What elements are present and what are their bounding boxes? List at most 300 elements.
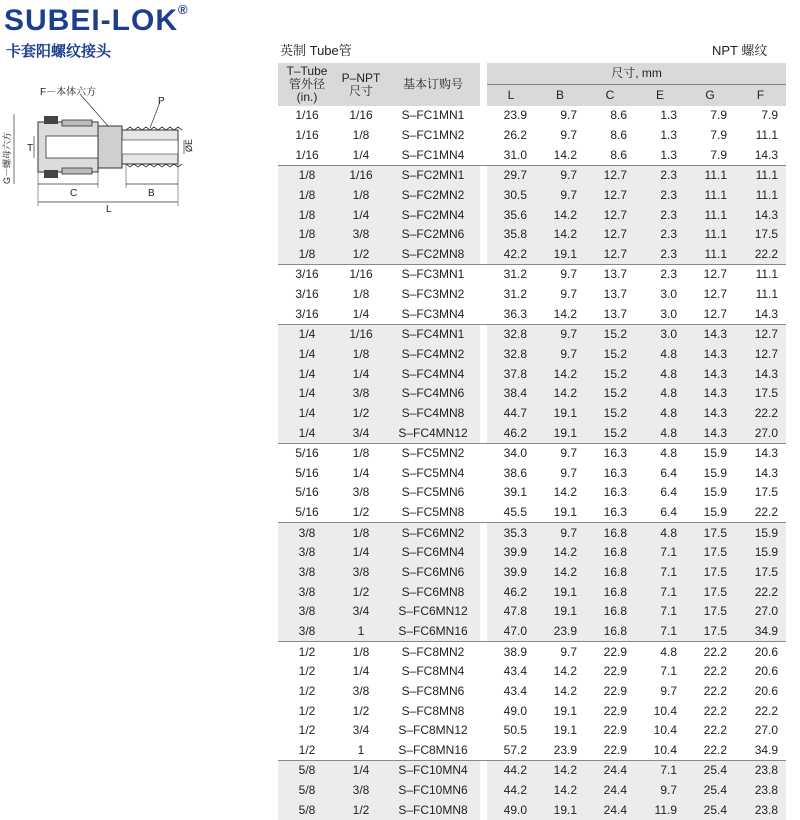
cell-part: S–FC8MN16 (398, 742, 468, 757)
cell-gap (480, 721, 487, 741)
cell-tube: 5/16 (295, 505, 319, 520)
cell-part: S–FC6MN6 (386, 563, 480, 583)
cell-gap (480, 345, 487, 365)
cell-part: S–FC8MN6 (401, 683, 465, 698)
cell-c: 16.8 (585, 523, 635, 543)
spec-table-body (278, 106, 786, 820)
cell-tube: 1/2 (298, 664, 316, 679)
cell-g: 11.1 (685, 205, 735, 225)
cell-c: 15.2 (585, 325, 635, 345)
table-row (278, 285, 786, 305)
col-header-part: 基本订购号 (386, 63, 480, 106)
cell-part: S–FC2MN6 (386, 225, 480, 245)
thread-type-label: NPT 螺纹 (712, 43, 768, 58)
cell-l: 31.0 (503, 147, 527, 162)
cell-tube: 5/8 (278, 781, 336, 801)
table-row (278, 523, 786, 543)
cell-gap (480, 800, 487, 820)
col-header-c: C (585, 85, 635, 107)
cell-l: 43.4 (503, 683, 527, 698)
cell-f: 11.1 (755, 127, 779, 142)
table-row (278, 186, 786, 206)
table-row (278, 165, 786, 185)
cell-g: 7.9 (710, 108, 727, 123)
col-header-tube-line3: (in.) (296, 90, 318, 104)
cell-f: 34.9 (735, 622, 786, 642)
cell-f: 34.9 (754, 742, 779, 757)
cell-gap (480, 701, 487, 721)
table-row (278, 503, 786, 523)
cell-f: 15.9 (735, 543, 786, 563)
cell-e: 4.8 (635, 642, 685, 662)
cell-part: S–FC10MN6 (386, 781, 480, 801)
cell-b: 9.7 (535, 325, 585, 345)
cell-b: 9.7 (535, 165, 585, 185)
cell-f: 22.2 (735, 404, 786, 424)
cell-c: 12.7 (585, 244, 635, 264)
cell-b: 14.2 (535, 384, 585, 404)
cell-tube: 3/16 (295, 306, 319, 321)
cell-b: 14.2 (553, 485, 577, 500)
table-row (278, 106, 786, 126)
cell-f: 11.1 (735, 265, 786, 285)
cell-l: 45.5 (503, 505, 527, 520)
cell-tube: 1/16 (295, 127, 319, 142)
cell-f: 22.2 (735, 244, 786, 264)
cell-gap (480, 582, 487, 602)
cell-e: 2.3 (635, 225, 685, 245)
cell-f: 27.0 (735, 602, 786, 622)
cell-part: S–FC6MN12 (386, 602, 480, 622)
table-row (278, 325, 786, 345)
cell-f: 12.7 (735, 325, 786, 345)
cell-e: 10.4 (653, 723, 677, 738)
cell-b: 19.1 (553, 723, 577, 738)
cell-l: 35.6 (487, 205, 535, 225)
cell-tube: 1/2 (298, 723, 316, 738)
cell-npt: 1/8 (352, 127, 370, 142)
cell-part: S–FC6MN2 (386, 523, 480, 543)
cell-g: 14.3 (685, 404, 735, 424)
col-header-npt (336, 63, 386, 106)
cell-e: 6.4 (660, 485, 677, 500)
cell-tube: 5/8 (278, 800, 336, 820)
cell-gap (480, 384, 487, 404)
table-row (278, 543, 786, 563)
cell-npt: 3/8 (336, 563, 386, 583)
table-row (278, 304, 786, 324)
cell-c: 13.7 (603, 287, 627, 302)
cell-f: 14.3 (754, 147, 779, 162)
cell-part: S–FC3MN4 (401, 306, 465, 321)
registered-mark: ® (178, 2, 189, 17)
table-row (278, 244, 786, 264)
cell-e: 6.4 (660, 505, 677, 520)
cell-b: 9.7 (535, 186, 585, 206)
cell-tube: 3/8 (278, 602, 336, 622)
cell-c: 22.9 (603, 723, 627, 738)
cell-g: 17.5 (685, 602, 735, 622)
cell-e: 4.8 (635, 423, 685, 443)
cell-gap (480, 325, 487, 345)
cell-npt: 1/4 (336, 543, 386, 563)
cell-tube: 3/16 (295, 287, 319, 302)
col-gap (480, 63, 487, 106)
cell-l: 30.5 (487, 186, 535, 206)
cell-l: 44.7 (487, 404, 535, 424)
brand-logo (4, 4, 189, 38)
cell-tube: 1/8 (278, 205, 336, 225)
cell-part: S–FC2MN8 (386, 244, 480, 264)
cell-part: S–FC8MN4 (401, 664, 465, 679)
cell-l: 46.2 (487, 582, 535, 602)
cell-l: 39.9 (487, 543, 535, 563)
cell-e: 7.1 (635, 563, 685, 583)
cell-f: 23.8 (735, 781, 786, 801)
cell-f: 23.8 (735, 761, 786, 781)
cell-l: 47.8 (487, 602, 535, 622)
cell-part: S–FC6MN4 (386, 543, 480, 563)
cell-f: 17.5 (735, 384, 786, 404)
cell-npt: 1/2 (336, 244, 386, 264)
cell-b: 14.2 (535, 364, 585, 384)
cell-b: 9.7 (560, 465, 577, 480)
table-row (278, 464, 786, 484)
cell-npt: 1/8 (336, 642, 386, 662)
cell-tube: 1/2 (298, 703, 316, 718)
diagram-label-g: G－螺母六方 (2, 131, 12, 184)
table-row (278, 761, 786, 781)
cell-g: 14.3 (685, 364, 735, 384)
table-row (278, 384, 786, 404)
cell-b: 14.2 (535, 205, 585, 225)
diagram-label-e: ØE (184, 138, 194, 152)
cell-npt: 1/16 (336, 265, 386, 285)
cell-c: 13.7 (603, 306, 627, 321)
cell-c: 16.8 (585, 543, 635, 563)
cell-l: 46.2 (487, 423, 535, 443)
cell-gap (480, 523, 487, 543)
cell-b: 19.1 (535, 423, 585, 443)
cell-part: S–FC5MN6 (401, 485, 465, 500)
cell-l: 47.0 (487, 622, 535, 642)
cell-g: 17.5 (685, 563, 735, 583)
cell-gap (480, 443, 487, 463)
cell-g: 14.3 (685, 384, 735, 404)
cell-g: 22.2 (703, 742, 727, 757)
cell-part: S–FC4MN4 (386, 364, 480, 384)
cell-part: S–FC4MN8 (386, 404, 480, 424)
cell-g: 15.9 (703, 485, 727, 500)
cell-b: 14.2 (535, 781, 585, 801)
cell-tube: 1/4 (278, 325, 336, 345)
cell-g: 15.9 (685, 443, 735, 463)
cell-e: 10.4 (653, 703, 677, 718)
cell-gap (480, 761, 487, 781)
cell-b: 9.7 (535, 642, 585, 662)
cell-c: 16.3 (603, 485, 627, 500)
cell-c: 13.7 (585, 265, 635, 285)
cell-l: 44.2 (487, 781, 535, 801)
cell-tube: 1/4 (278, 384, 336, 404)
cell-e: 7.1 (635, 602, 685, 622)
cell-e: 4.8 (635, 384, 685, 404)
cell-tube: 5/8 (278, 761, 336, 781)
cell-gap (480, 364, 487, 384)
cell-tube: 5/16 (295, 465, 319, 480)
cell-tube: 3/8 (278, 543, 336, 563)
cell-gap (480, 464, 487, 484)
cell-g: 14.3 (685, 345, 735, 365)
cell-tube: 1/8 (278, 225, 336, 245)
cell-f: 22.2 (754, 505, 779, 520)
cell-e: 7.1 (635, 622, 685, 642)
table-row (278, 423, 786, 443)
cell-c: 12.7 (585, 205, 635, 225)
cell-tube: 3/8 (278, 563, 336, 583)
cell-c: 15.2 (585, 423, 635, 443)
cell-f: 14.3 (754, 306, 779, 321)
cell-l: 23.9 (503, 108, 527, 123)
cell-c: 22.9 (603, 683, 627, 698)
col-header-tube-line2: 管外径 (288, 77, 325, 91)
cell-npt: 1/16 (349, 108, 373, 123)
cell-c: 8.6 (610, 127, 627, 142)
cell-e: 4.8 (635, 443, 685, 463)
cell-c: 16.3 (585, 443, 635, 463)
cell-tube: 1/4 (278, 423, 336, 443)
cell-npt: 3/8 (352, 683, 370, 698)
cell-b: 19.1 (535, 404, 585, 424)
cell-gap (480, 304, 487, 324)
cell-f: 23.8 (735, 800, 786, 820)
cell-part: S–FC1MN2 (401, 127, 465, 142)
cell-tube: 3/8 (278, 523, 336, 543)
cell-gap (480, 244, 487, 264)
table-row (278, 622, 786, 642)
table-row (278, 602, 786, 622)
cell-tube: 3/8 (278, 582, 336, 602)
cell-l: 39.9 (487, 563, 535, 583)
cell-g: 11.1 (685, 225, 735, 245)
cell-gap (480, 781, 487, 801)
cell-npt: 3/8 (336, 781, 386, 801)
cell-gap (480, 126, 487, 146)
cell-npt: 1 (357, 742, 365, 757)
cell-f: 27.0 (754, 723, 779, 738)
cell-l: 31.2 (503, 287, 527, 302)
cell-c: 16.8 (585, 582, 635, 602)
cell-g: 12.7 (703, 287, 727, 302)
table-row (278, 741, 786, 761)
cell-l: 26.2 (503, 127, 527, 142)
cell-b: 14.2 (553, 683, 577, 698)
cell-gap (480, 265, 487, 285)
cell-g: 11.1 (685, 244, 735, 264)
cell-part: S–FC6MN8 (386, 582, 480, 602)
cell-l: 34.0 (487, 443, 535, 463)
col-header-tube-line1: T–Tube (286, 64, 328, 78)
table-row (278, 800, 786, 820)
cell-gap (480, 225, 487, 245)
cell-b: 14.2 (535, 761, 585, 781)
cell-npt: 1/2 (336, 582, 386, 602)
cell-npt: 1/8 (336, 345, 386, 365)
cell-b: 14.2 (535, 563, 585, 583)
cell-c: 22.9 (585, 642, 635, 662)
cell-e: 6.4 (660, 465, 677, 480)
cell-tube: 1/2 (278, 642, 336, 662)
cell-g: 17.5 (685, 622, 735, 642)
cell-gap (480, 145, 487, 165)
cell-b: 9.7 (535, 443, 585, 463)
cell-l: 36.3 (503, 306, 527, 321)
cell-gap (480, 285, 487, 305)
cell-tube: 1/2 (298, 742, 316, 757)
cell-b: 14.2 (553, 147, 577, 162)
cell-part: S–FC4MN6 (386, 384, 480, 404)
cell-e: 3.0 (660, 287, 677, 302)
cell-c: 22.9 (603, 742, 627, 757)
cell-c: 24.4 (585, 761, 635, 781)
table-row (278, 205, 786, 225)
cell-b: 19.1 (535, 582, 585, 602)
cell-e: 7.1 (635, 582, 685, 602)
cell-l: 42.2 (487, 244, 535, 264)
cell-l: 49.0 (503, 703, 527, 718)
cell-l: 49.0 (487, 800, 535, 820)
cell-e: 2.3 (635, 165, 685, 185)
cell-npt: 3/8 (336, 225, 386, 245)
cell-l: 38.9 (487, 642, 535, 662)
cell-e: 9.7 (660, 683, 677, 698)
cell-f: 11.1 (735, 165, 786, 185)
cell-npt: 1 (336, 622, 386, 642)
cell-gap (480, 563, 487, 583)
cell-l: 38.4 (487, 384, 535, 404)
cell-npt: 3/8 (336, 384, 386, 404)
cell-g: 15.9 (703, 505, 727, 520)
table-row (278, 721, 786, 741)
cell-tube: 1/4 (278, 404, 336, 424)
cell-g: 11.1 (685, 165, 735, 185)
product-subtitle: 卡套阳螺纹接头 (6, 43, 112, 60)
cell-c: 16.8 (585, 563, 635, 583)
table-row (278, 443, 786, 463)
cell-g: 22.2 (703, 683, 727, 698)
cell-gap (480, 186, 487, 206)
cell-f: 15.9 (735, 523, 786, 543)
cell-e: 7.1 (635, 761, 685, 781)
cell-l: 32.8 (487, 345, 535, 365)
cell-f: 11.1 (735, 186, 786, 206)
cell-part: S–FC4MN2 (386, 345, 480, 365)
cell-part: S–FC2MN2 (386, 186, 480, 206)
cell-f: 22.2 (754, 703, 779, 718)
cell-part: S–FC10MN4 (386, 761, 480, 781)
cell-c: 15.2 (585, 384, 635, 404)
cell-g: 22.2 (703, 723, 727, 738)
col-header-npt-line1: P–NPT (341, 70, 381, 85)
cell-b: 9.7 (535, 265, 585, 285)
cell-c: 12.7 (585, 225, 635, 245)
cell-c: 12.7 (585, 186, 635, 206)
cell-part: S–FC8MN12 (398, 723, 468, 738)
cell-e: 11.9 (635, 800, 685, 820)
cell-gap (480, 106, 487, 126)
cell-npt: 1/8 (352, 287, 370, 302)
cell-g: 25.4 (685, 781, 735, 801)
cell-part: S–FC10MN8 (386, 800, 480, 820)
cell-g: 22.2 (685, 642, 735, 662)
cell-f: 11.1 (755, 287, 779, 302)
cell-gap (480, 741, 487, 761)
table-row (278, 404, 786, 424)
cell-npt: 1/4 (336, 761, 386, 781)
col-header-g: G (685, 85, 735, 107)
cell-b: 19.1 (553, 505, 577, 520)
cell-part: S–FC5MN8 (401, 505, 465, 520)
cell-f: 20.6 (735, 642, 786, 662)
cell-e: 9.7 (635, 781, 685, 801)
cell-f: 7.9 (761, 108, 779, 123)
cell-npt: 3/4 (352, 723, 370, 738)
cell-e: 3.0 (635, 325, 685, 345)
table-row (278, 701, 786, 721)
cell-c: 24.4 (585, 781, 635, 801)
diagram-label-f: F－本体六方 (40, 87, 97, 98)
cell-l: 57.2 (503, 742, 527, 757)
cell-tube: 1/16 (295, 108, 319, 123)
cell-l: 38.6 (503, 465, 527, 480)
cell-npt: 1/4 (336, 364, 386, 384)
cell-gap (480, 423, 487, 443)
cell-part: S–FC5MN2 (386, 443, 480, 463)
cell-e: 10.4 (653, 742, 677, 757)
cell-g: 7.9 (710, 147, 727, 162)
cell-g: 25.4 (685, 800, 735, 820)
cell-c: 12.7 (585, 165, 635, 185)
cell-gap (480, 503, 487, 523)
cell-f: 17.5 (754, 485, 779, 500)
cell-e: 4.8 (635, 404, 685, 424)
cell-f: 17.5 (735, 563, 786, 583)
cell-npt: 1/4 (352, 664, 370, 679)
cell-l: 44.2 (487, 761, 535, 781)
cell-part: S–FC8MN2 (386, 642, 480, 662)
cell-part: S–FC4MN1 (386, 325, 480, 345)
cell-g: 12.7 (685, 265, 735, 285)
cell-npt: 1/8 (336, 443, 386, 463)
cell-npt: 1/4 (352, 147, 370, 162)
col-header-e: E (635, 85, 685, 107)
cell-b: 9.7 (535, 345, 585, 365)
cell-e: 1.3 (660, 147, 677, 162)
cell-g: 17.5 (685, 543, 735, 563)
cell-e: 2.3 (635, 265, 685, 285)
cell-b: 23.9 (535, 622, 585, 642)
cell-e: 3.0 (660, 306, 677, 321)
cell-l: 35.3 (487, 523, 535, 543)
cell-gap (480, 483, 487, 503)
cell-gap (480, 622, 487, 642)
table-row (278, 642, 786, 662)
cell-c: 16.3 (603, 505, 627, 520)
cell-c: 15.2 (585, 345, 635, 365)
cell-b: 19.1 (535, 602, 585, 622)
spec-table (278, 63, 786, 820)
cell-tube: 3/8 (278, 622, 336, 642)
